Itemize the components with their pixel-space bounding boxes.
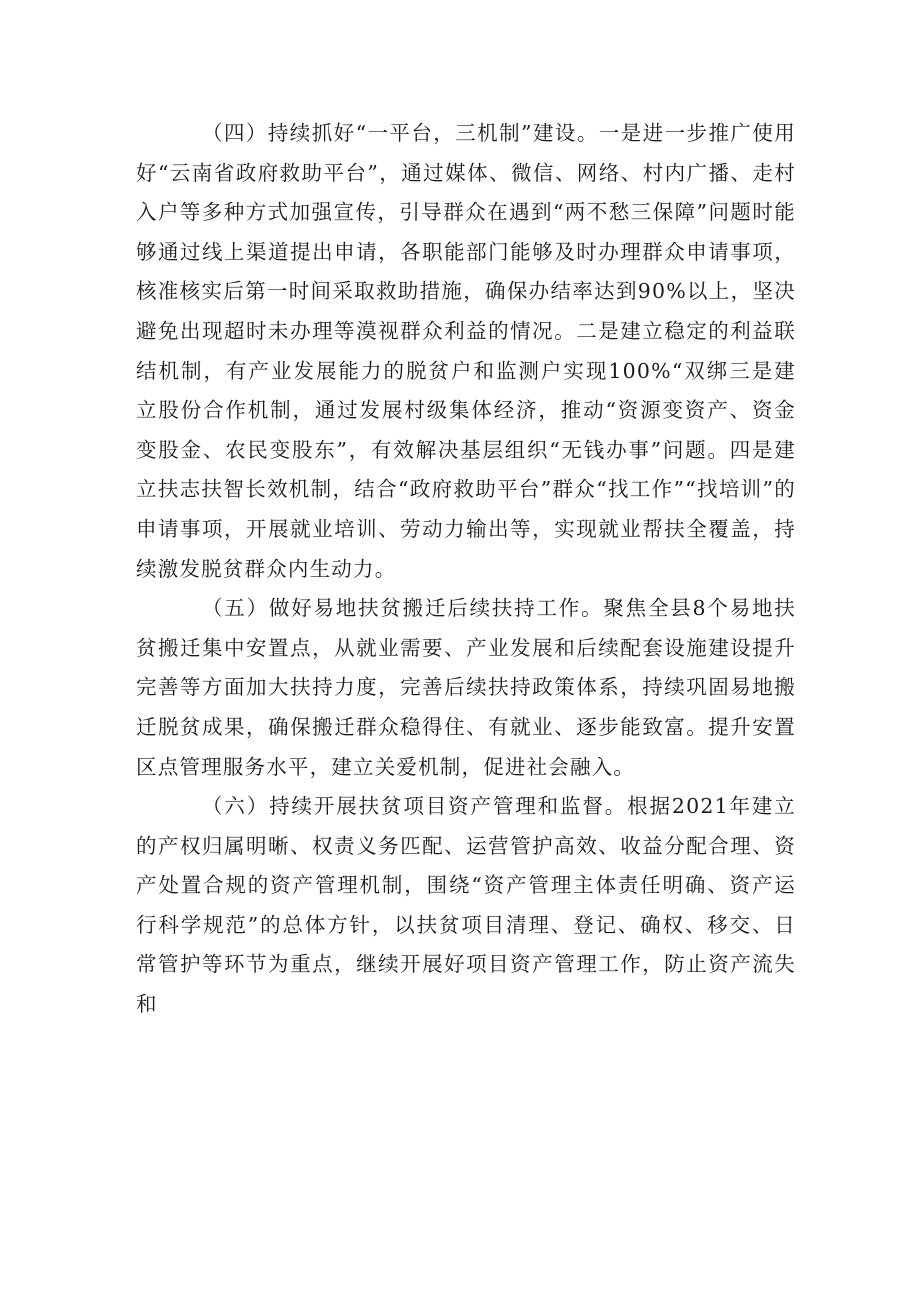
paragraph-6: （六）持续开展扶贫项目资产管理和监督。根据2021年建立的产权归属明晰、权责义务匹配、运营管护高效、收益分配合理、资产处置合规的资产管理机制，围绕“资产管理主体责任明确、资产运行科学规范”的总体方针，以扶贫项目清理、登记、确权、移交、日常管护等环节为重点，继续开展好项目资产管理工作，防止资产流失和 — [136, 794, 796, 1017]
paragraph-5: （五）做好易地扶贫搬迁后续扶持工作。聚焦全县8个易地扶贫搬迁集中安置点，从就业需要、产业发展和后续配套设施建设提升完善等方面加大扶持力度，完善后续扶持政策体系，持续巩固易地搬迁脱贫成果，确保搬迁群众稳得住、有就业、逐步能致富。提升安置区点管理服务水平，建立关爱机制，促进社会融入。 — [136, 596, 796, 779]
paragraph-4: （四）持续抓好“一平台，三机制”建设。一是进一步推广使用好“云南省政府救助平台”，通过媒体、微信、网络、村内广播、走村入户等多种方式加强宣传，引导群众在遇到“两不愁三保障”问题时能够通过线上渠道提出申请，各职能部门能够及时办理群众申请事项，核准核实后第一时间采取救助措施，确保办结率达到90%以上，坚决避免出现超时未办理等漠视群众利益的情况。二是建立稳定的利益联结机制，有产业发展能力的脱贫户和监测户实现100%“双绑三是建立股份合作机制，通过发展村级集体经济，推动“资源变资产、资金变股金、农民变股东”，有效解决基层组织“无钱办事”问题。四是建立扶志扶智长效机制，结合“政府救助平台”群众“找工作”“找培训”的申请事项，开展就业培训、劳动力输出等，实现就业帮扶全覆盖，持续激发脱贫群众内生动力。 — [136, 121, 796, 581]
body-text — [136, 114, 796, 1025]
